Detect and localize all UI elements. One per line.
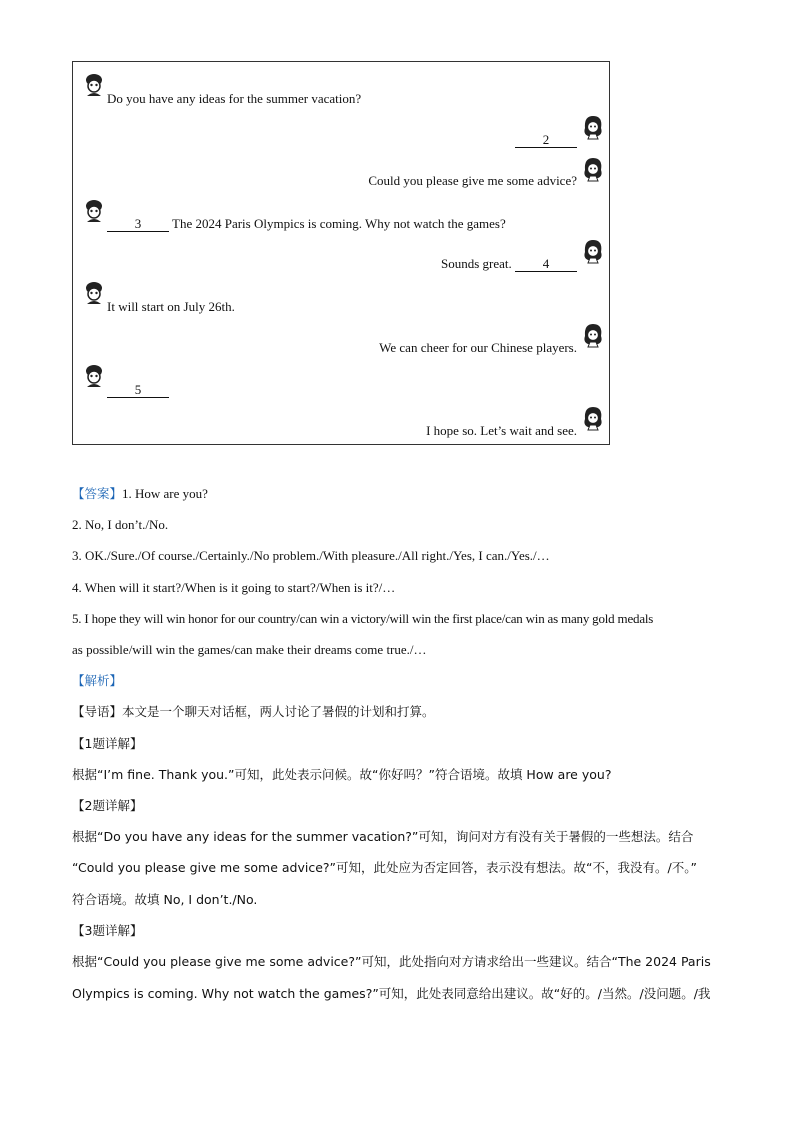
q2-text-line-2: “Could you please give me some advice?”可知，此处应为否定回答，表示没有想法。故“不，我没有。/不。”	[72, 860, 697, 875]
dialog-line-4	[107, 216, 506, 232]
dialog-line-9: I hope so. Let’s wait and see.	[426, 423, 577, 438]
blank-3[interactable]: 3	[107, 217, 169, 232]
dialog-line-6: It will start on July 26th.	[107, 299, 235, 314]
girl-avatar-icon	[582, 114, 604, 140]
girl-avatar-icon	[582, 156, 604, 182]
analysis-intro: 【导语】本文是一个聊天对话框，两人讨论了暑假的计划和打算。	[72, 704, 435, 719]
answer-line-1	[72, 486, 208, 502]
dialog-line-3: Could you please give me some advice?	[368, 173, 577, 188]
girl-avatar-icon	[582, 322, 604, 348]
answer-1: 1. How are you?	[122, 486, 208, 501]
answer-2: 2. No, I don’t./No.	[72, 517, 169, 532]
q3-heading: 【3题详解】	[72, 923, 143, 938]
answer-4: 4. When will it start?/When is it going to start?/When is it?/…	[72, 580, 396, 595]
dialog-line-5	[441, 256, 577, 272]
boy-avatar-icon	[83, 72, 105, 98]
q1-text: 根据“I’m fine. Thank you.”可知，此处表示问候。故“你好吗？”符合语境。故填 How are you?	[72, 767, 612, 782]
q3-text-line-2: Olympics is coming. Why not watch the games?”可知，此处表同意给出建议。故“好的。/当然。/没问题。/我	[72, 986, 711, 1001]
q1-heading: 【1题详解】	[72, 736, 143, 751]
girl-avatar-icon	[582, 238, 604, 264]
dialog-line-2	[515, 132, 577, 148]
dialog-line-5-text: Sounds great.	[440, 256, 515, 271]
q2-text-line-3: 符合语境。故填 No, I don’t./No.	[72, 892, 258, 907]
q2-heading: 【2题详解】	[72, 798, 143, 813]
answer-label: 【答案】	[72, 486, 123, 501]
blank-4[interactable]: 4	[515, 257, 577, 272]
answer-5-line-2: as possible/will win the games/can make their dreams come true./…	[72, 642, 427, 657]
blank-2[interactable]: 2	[515, 133, 577, 148]
dialog-line-4-text: The 2024 Paris Olympics is coming. Why not watch the games?	[169, 216, 506, 231]
dialog-line-7: We can cheer for our Chinese players.	[379, 340, 577, 355]
dialog-line-8	[107, 382, 169, 398]
boy-avatar-icon	[83, 198, 105, 224]
answer-3: 3. OK./Sure./Of course./Certainly./No problem./With pleasure./All right./Yes, I can./Yes./…	[72, 548, 550, 563]
blank-5[interactable]: 5	[107, 383, 169, 398]
analysis-label: 【解析】	[72, 673, 123, 688]
boy-avatar-icon	[83, 363, 105, 389]
answer-5-line-1: 5. I hope they will win honor for our country/can win a victory/will win the first place/can win as many gold medals	[72, 611, 654, 626]
girl-avatar-icon	[582, 405, 604, 431]
q2-text-line-1: 根据“Do you have any ideas for the summer vacation?”可知，询问对方有没有关于暑假的一些想法。结合	[72, 829, 694, 844]
q3-text-line-1: 根据“Could you please give me some advice?”可知，此处指向对方请求给出一些建议。结合“The 2024 Paris	[72, 954, 711, 969]
boy-avatar-icon	[83, 280, 105, 306]
dialog-box	[72, 61, 610, 445]
dialog-line-1: Do you have any ideas for the summer vacation?	[107, 91, 362, 106]
